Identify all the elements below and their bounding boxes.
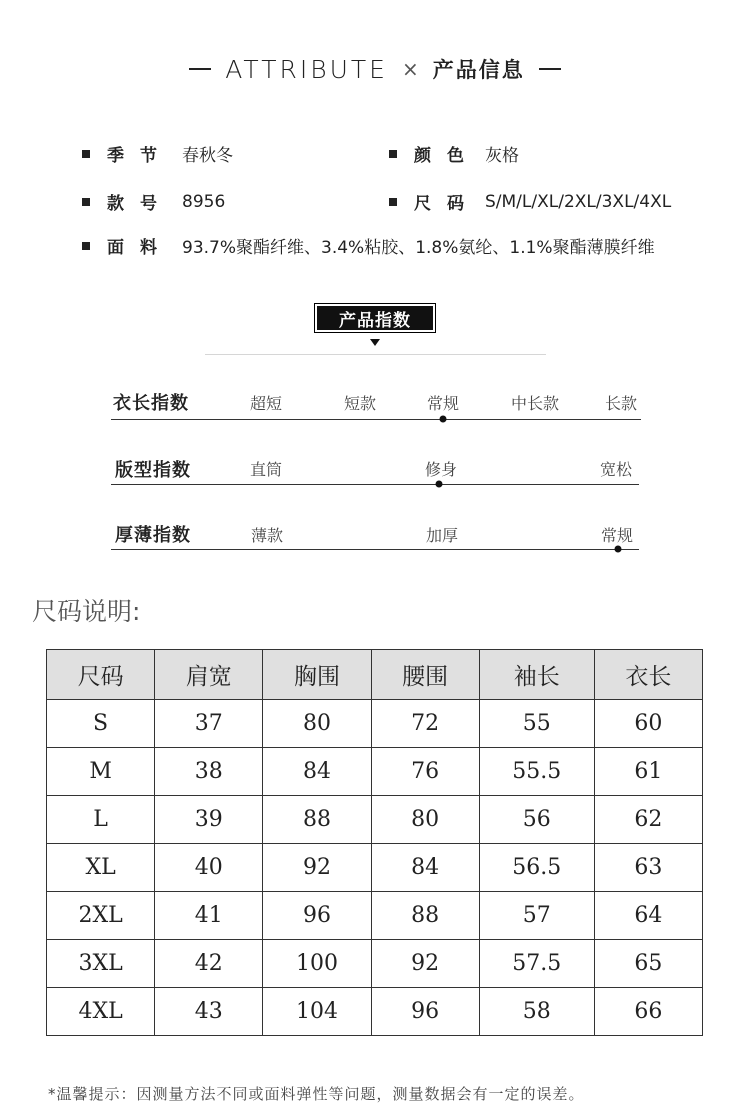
index-marker-icon (440, 416, 447, 423)
table-cell: 96 (371, 988, 479, 1036)
attribute-fabric (82, 233, 655, 258)
header-cell: 胸围 (263, 650, 371, 700)
attribute-season (82, 141, 233, 166)
table-row (47, 796, 703, 844)
table-cell: 55.5 (479, 748, 594, 796)
index-option: 宽松 (599, 460, 633, 479)
table-row (47, 988, 703, 1036)
table-cell: 63 (594, 844, 702, 892)
table-cell: 4XL (47, 988, 155, 1036)
header-cell: 袖长 (479, 650, 594, 700)
table-cell: 76 (371, 748, 479, 796)
product-index-label: 产品指数 (317, 306, 433, 330)
table-cell: XL (47, 844, 155, 892)
header-cell: 尺码 (47, 650, 155, 700)
index-option: 加厚 (425, 526, 459, 545)
table-cell: 84 (371, 844, 479, 892)
table-row (47, 700, 703, 748)
attribute-value: 灰格 (485, 146, 519, 166)
table-cell: 2XL (47, 892, 155, 940)
table-cell: 80 (371, 796, 479, 844)
header-separator: × (401, 57, 419, 81)
table-cell: 104 (263, 988, 371, 1036)
measurement-note: *温馨提示：因测量方法不同或面料弹性等问题，测量数据会有一定的误差。 (48, 1085, 585, 1103)
table-cell: S (47, 700, 155, 748)
table-cell: 57.5 (479, 940, 594, 988)
attribute-label: 季节 (107, 146, 173, 166)
table-cell: 80 (263, 700, 371, 748)
table-cell: 41 (155, 892, 263, 940)
attribute-value: 93.7%聚酯纤维、3.4%粘胶、1.8%氨纶、1.1%聚酯薄膜纤维 (182, 238, 655, 258)
attribute-size (389, 189, 671, 214)
index-option: 直筒 (249, 460, 283, 479)
table-cell: 43 (155, 988, 263, 1036)
attribute-label: 款号 (107, 194, 173, 214)
attribute-value: S/M/L/XL/2XL/3XL/4XL (485, 191, 672, 212)
table-cell: 42 (155, 940, 263, 988)
bullet-square-icon (389, 150, 397, 158)
index-option: 中长款 (510, 394, 560, 413)
index-option: 短款 (343, 394, 377, 413)
header-cell: 腰围 (371, 650, 479, 700)
size-section-title: 尺码说明: (32, 597, 141, 626)
bullet-square-icon (82, 198, 90, 206)
attribute-label: 尺码 (414, 194, 480, 214)
table-cell: 39 (155, 796, 263, 844)
table-cell: 72 (371, 700, 479, 748)
size-table (46, 649, 703, 1036)
triangle-down-icon (370, 339, 380, 346)
table-row (47, 940, 703, 988)
table-cell: 55 (479, 700, 594, 748)
divider (205, 354, 546, 355)
header-cell: 衣长 (594, 650, 702, 700)
index-option: 常规 (600, 526, 634, 545)
product-index-badge (314, 303, 436, 333)
index-option: 修身 (424, 460, 458, 479)
attribute-color (389, 141, 519, 166)
table-cell: 56 (479, 796, 594, 844)
table-cell: 84 (263, 748, 371, 796)
header-dash-left (189, 68, 211, 70)
table-cell: 58 (479, 988, 594, 1036)
table-cell: 62 (594, 796, 702, 844)
table-row (47, 844, 703, 892)
table-cell: 37 (155, 700, 263, 748)
index-track (111, 419, 641, 420)
table-cell: L (47, 796, 155, 844)
header-dash-right (539, 68, 561, 70)
table-row (47, 748, 703, 796)
table-cell: 57 (479, 892, 594, 940)
table-cell: 38 (155, 748, 263, 796)
index-title-fit: 版型指数 (115, 460, 191, 481)
header-chinese-title: 产品信息 (432, 58, 525, 82)
bullet-square-icon (82, 150, 90, 158)
table-row (47, 892, 703, 940)
table-cell: 92 (263, 844, 371, 892)
index-marker-icon (436, 481, 443, 488)
section-header (0, 52, 750, 86)
table-cell: 60 (594, 700, 702, 748)
table-cell: 66 (594, 988, 702, 1036)
table-cell: 3XL (47, 940, 155, 988)
attribute-value: 8956 (182, 191, 226, 212)
index-marker-icon (615, 546, 622, 553)
table-cell: 65 (594, 940, 702, 988)
table-cell: 88 (371, 892, 479, 940)
table-cell: 88 (263, 796, 371, 844)
table-cell: M (47, 748, 155, 796)
table-cell: 56.5 (479, 844, 594, 892)
table-cell: 96 (263, 892, 371, 940)
index-option: 薄款 (250, 526, 284, 545)
index-title-length: 衣长指数 (113, 393, 189, 414)
table-cell: 100 (263, 940, 371, 988)
index-option: 长款 (604, 394, 638, 413)
header-english-title: ATTRIBUTE (225, 54, 388, 84)
index-track (111, 549, 639, 550)
table-cell: 40 (155, 844, 263, 892)
bullet-square-icon (82, 242, 90, 250)
index-track (111, 484, 639, 485)
header-cell: 肩宽 (155, 650, 263, 700)
table-cell: 92 (371, 940, 479, 988)
attribute-label: 面料 (107, 238, 173, 258)
table-cell: 61 (594, 748, 702, 796)
attribute-style-number (82, 189, 225, 214)
size-table-header-row (47, 650, 703, 700)
index-title-thickness: 厚薄指数 (115, 525, 191, 546)
attribute-label: 颜色 (414, 146, 480, 166)
index-option: 超短 (249, 394, 283, 413)
bullet-square-icon (389, 198, 397, 206)
table-cell: 64 (594, 892, 702, 940)
attribute-value: 春秋冬 (182, 146, 233, 166)
index-option: 常规 (426, 394, 460, 413)
